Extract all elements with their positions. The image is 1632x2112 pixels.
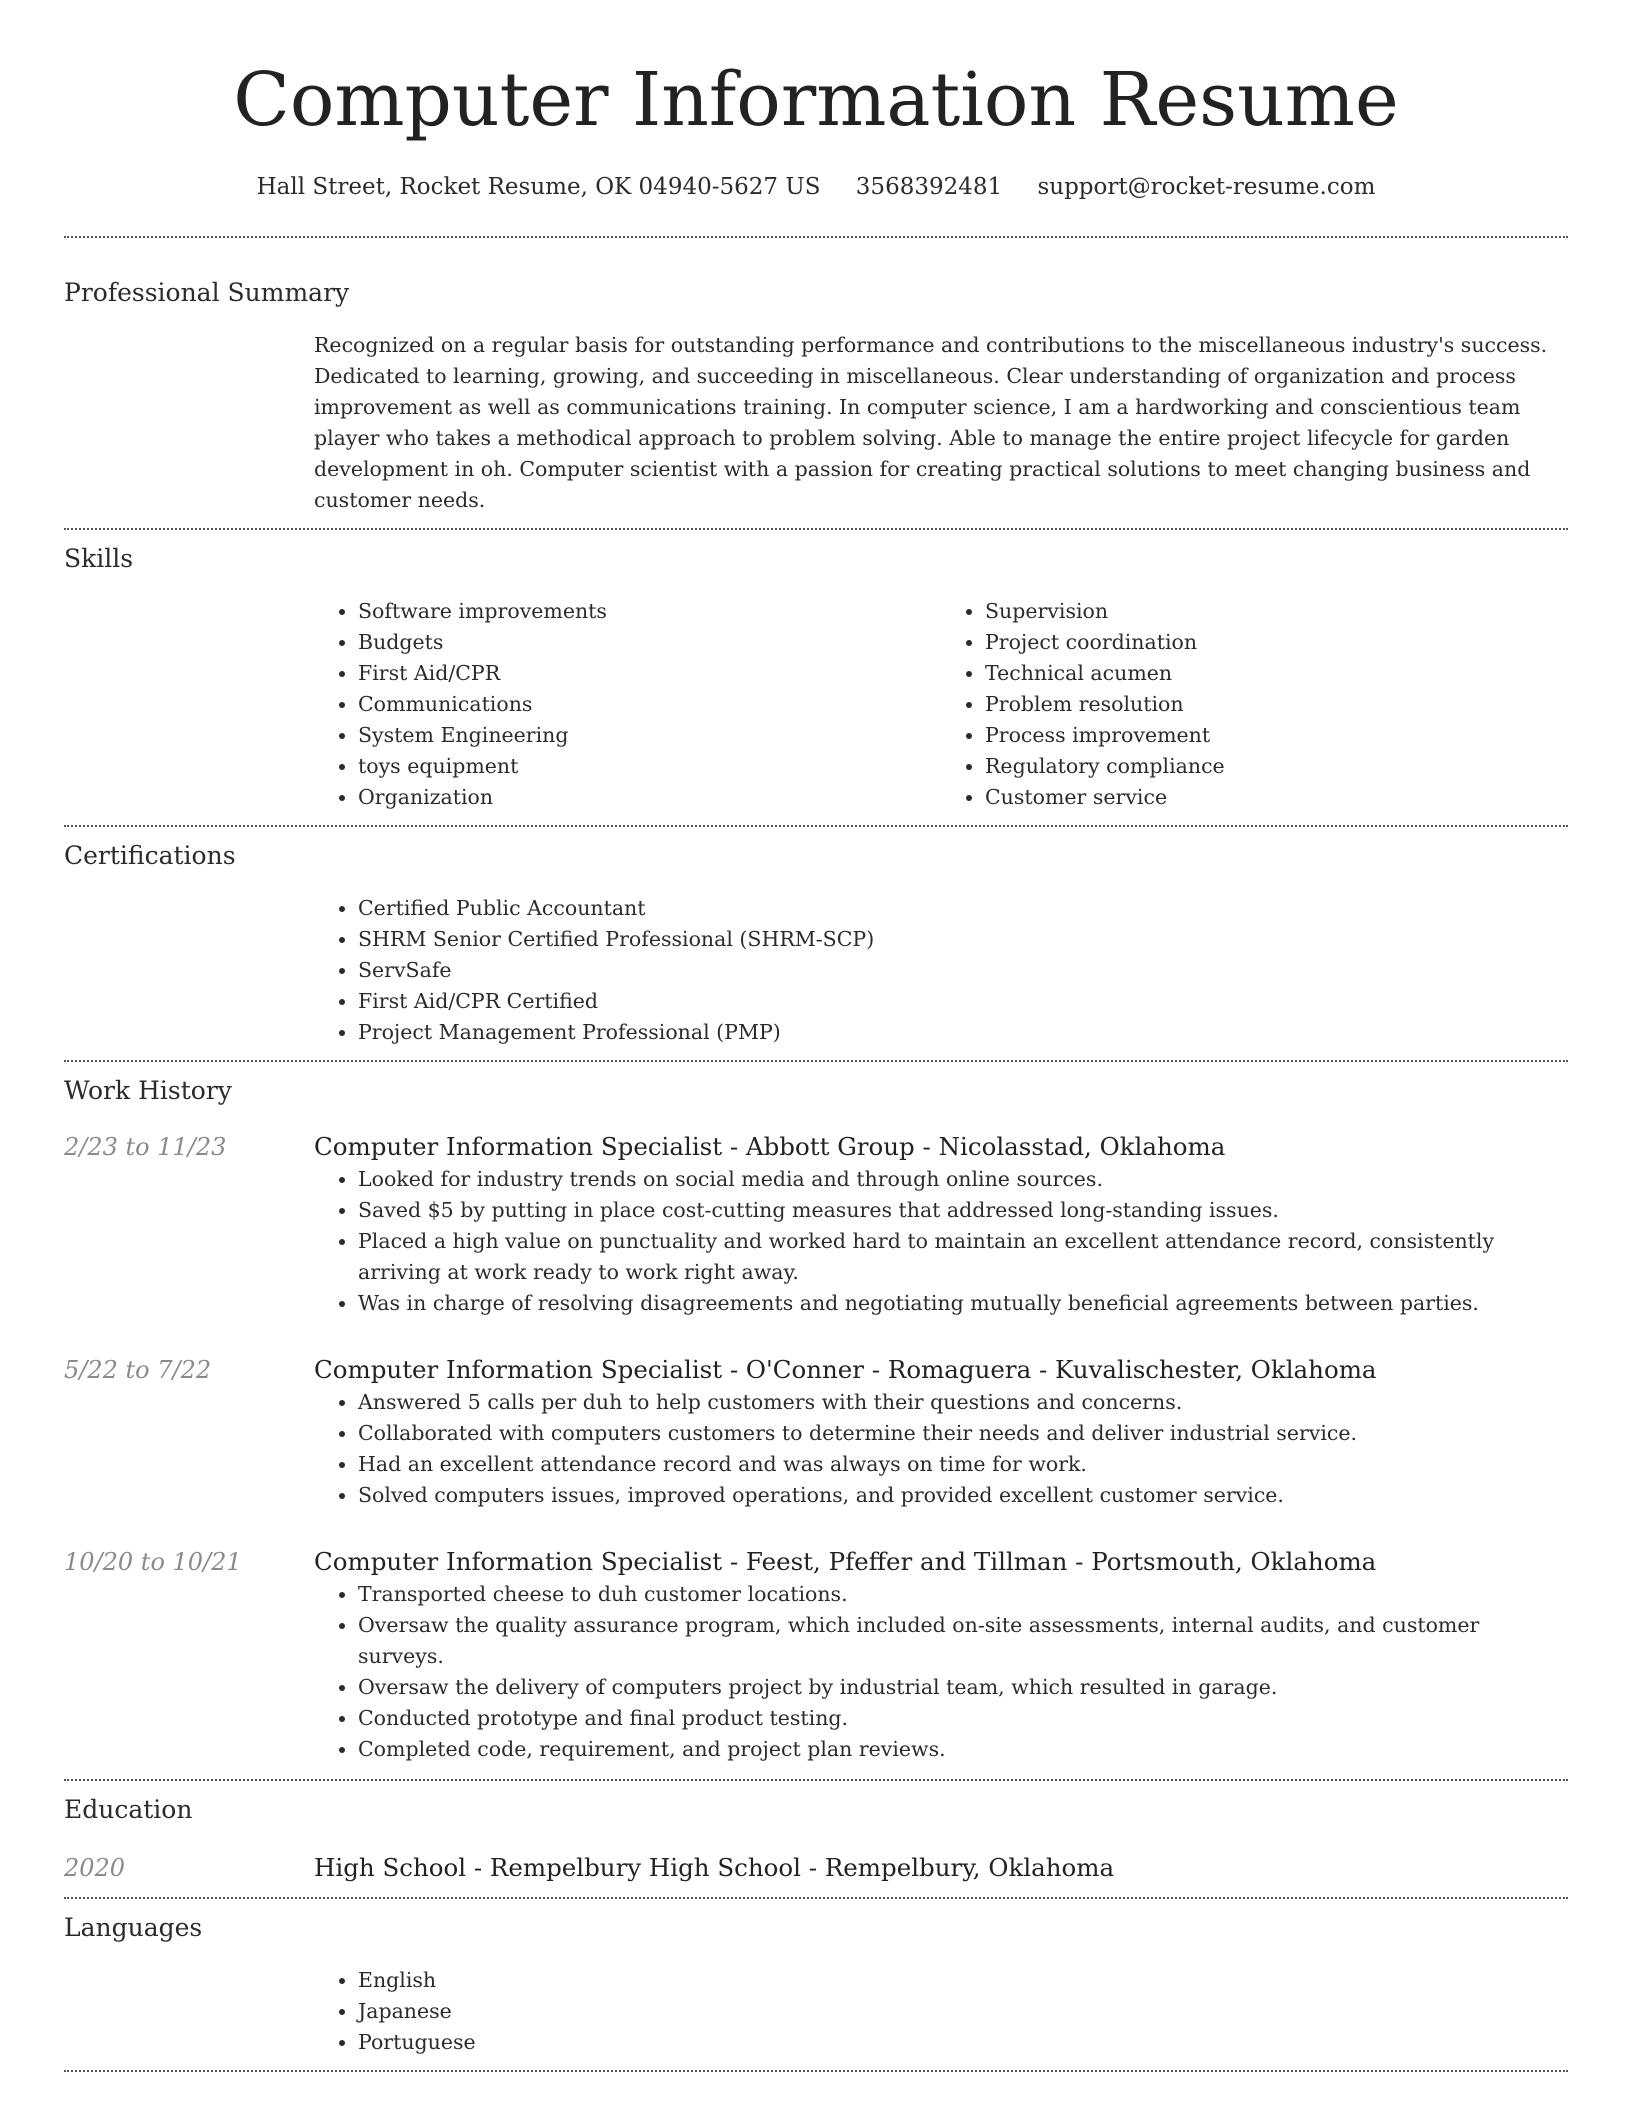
job-details (314, 1130, 1568, 1319)
list-item: • Oversaw the delivery of computers project by industrial team, which resulted in garage. (358, 1672, 1568, 1703)
education-entry (64, 1851, 1568, 1885)
list-item: • Had an excellent attendance record and was always on time for work. (358, 1449, 1568, 1480)
section-title-education: Education (64, 1795, 193, 1824)
education-details: High School - Rempelbury High School - Rempelbury, Oklahoma (314, 1853, 1115, 1882)
section-title-certifications: Certifications (64, 841, 236, 870)
section-title-summary: Professional Summary (64, 278, 350, 307)
list-item: • Solved computers issues, improved operations, and provided excellent customer service. (358, 1480, 1568, 1511)
contact-address: Hall Street, Rocket Resume, OK 04940-5627 US (256, 174, 821, 200)
list-item: • SHRM Senior Certified Professional (SHRM-SCP) (358, 924, 1568, 955)
certifications-block (314, 893, 1568, 1048)
list-item: • Problem resolution (985, 689, 1568, 720)
summary-text: Recognized on a regular basis for outstanding performance and contributions to the miscellaneous industry's success. Dedicated to learning, growing, and succeeding in miscellaneous. Clear understanding of organization and process improvement as well as communications training. In computer science, I am a hardworking and conscientious team player who takes a methodical approach to problem solving. Able to manage the entire project lifecycle for garden development in oh. Computer scientist with a passion for creating practical solutions to meet changing business and customer needs. (314, 333, 1548, 512)
list-item: • Oversaw the quality assurance program, which included on-site assessments, internal audits, and customer surveys. (358, 1610, 1568, 1672)
job-dates: 5/22 to 7/22 (64, 1356, 212, 1384)
skills-list-left (314, 596, 941, 813)
job-entry (64, 1130, 1568, 1319)
list-item: • First Aid/CPR (358, 658, 941, 689)
section-education (64, 1781, 1568, 1897)
skills-list-right (941, 596, 1568, 813)
list-item: • Saved $5 by putting in place cost-cutting measures that addressed long-standing issues. (358, 1195, 1568, 1226)
list-item: • Project coordination (985, 627, 1568, 658)
list-item: • Portuguese (358, 2027, 1568, 2058)
list-item: • Was in charge of resolving disagreements and negotiating mutually beneficial agreements between parties. (358, 1288, 1568, 1319)
education-year: 2020 (64, 1854, 126, 1882)
list-item: • ServSafe (358, 955, 1568, 986)
section-title-skills: Skills (64, 544, 134, 573)
skills-grid (314, 596, 1568, 813)
list-item: • Process improvement (985, 720, 1568, 751)
contact-line (64, 170, 1568, 204)
resume-header (64, 0, 1568, 204)
job-title: Computer Information Specialist - Feest, Pfeffer and Tillman - Portsmouth, Oklahoma (314, 1547, 1377, 1576)
languages-block (314, 1965, 1568, 2058)
job-entry (64, 1353, 1568, 1511)
list-item: • Collaborated with computers customers to determine their needs and deliver industrial service. (358, 1418, 1568, 1449)
list-item: • Certified Public Accountant (358, 893, 1568, 924)
list-item: • Transported cheese to duh customer locations. (358, 1579, 1568, 1610)
job-bullets (314, 1387, 1568, 1511)
section-title-work: Work History (64, 1076, 232, 1105)
languages-list (314, 1965, 1568, 2058)
contact-phone: 3568392481 (855, 174, 1003, 200)
list-item: • Answered 5 calls per duh to help customers with their questions and concerns. (358, 1387, 1568, 1418)
section-skills (64, 530, 1568, 825)
list-item: • Japanese (358, 1996, 1568, 2027)
list-item: • Technical acumen (985, 658, 1568, 689)
section-work-history (64, 1062, 1568, 1779)
job-bullets (314, 1164, 1568, 1319)
section-certifications (64, 827, 1568, 1060)
list-item: • Software improvements (358, 596, 941, 627)
section-title-languages: Languages (64, 1913, 203, 1942)
certifications-list (314, 893, 1568, 1048)
list-item: • Customer service (985, 782, 1568, 813)
section-divider (64, 2070, 1568, 2072)
list-item: • First Aid/CPR Certified (358, 986, 1568, 1017)
list-item: • Looked for industry trends on social media and through online sources. (358, 1164, 1568, 1195)
list-item: • System Engineering (358, 720, 941, 751)
resume-title: Computer Information Resume (233, 57, 1399, 143)
job-title: Computer Information Specialist - O'Conner - Romaguera - Kuvalischester, Oklahoma (314, 1355, 1377, 1384)
list-item: • Regulatory compliance (985, 751, 1568, 782)
job-title: Computer Information Specialist - Abbott Group - Nicolasstad, Oklahoma (314, 1132, 1226, 1161)
list-item: • Organization (358, 782, 941, 813)
list-item: • Project Management Professional (PMP) (358, 1017, 1568, 1048)
job-details (314, 1545, 1568, 1765)
job-details (314, 1353, 1568, 1511)
section-languages (64, 1899, 1568, 2070)
job-bullets (314, 1579, 1568, 1765)
section-professional-summary (64, 238, 1568, 528)
list-item: • Conducted prototype and final product testing. (358, 1703, 1568, 1734)
list-item: • Budgets (358, 627, 941, 658)
job-dates: 10/20 to 10/21 (64, 1548, 242, 1576)
job-entry (64, 1545, 1568, 1765)
list-item: • Supervision (985, 596, 1568, 627)
job-dates: 2/23 to 11/23 (64, 1133, 227, 1161)
list-item: • Completed code, requirement, and project plan reviews. (358, 1734, 1568, 1765)
contact-email: support@rocket-resume.com (1037, 174, 1376, 200)
list-item: • English (358, 1965, 1568, 1996)
list-item: • toys equipment (358, 751, 941, 782)
list-item: • Communications (358, 689, 941, 720)
list-item: • Placed a high value on punctuality and worked hard to maintain an excellent attendance record, consistently arriving at work ready to work right away. (358, 1226, 1568, 1288)
